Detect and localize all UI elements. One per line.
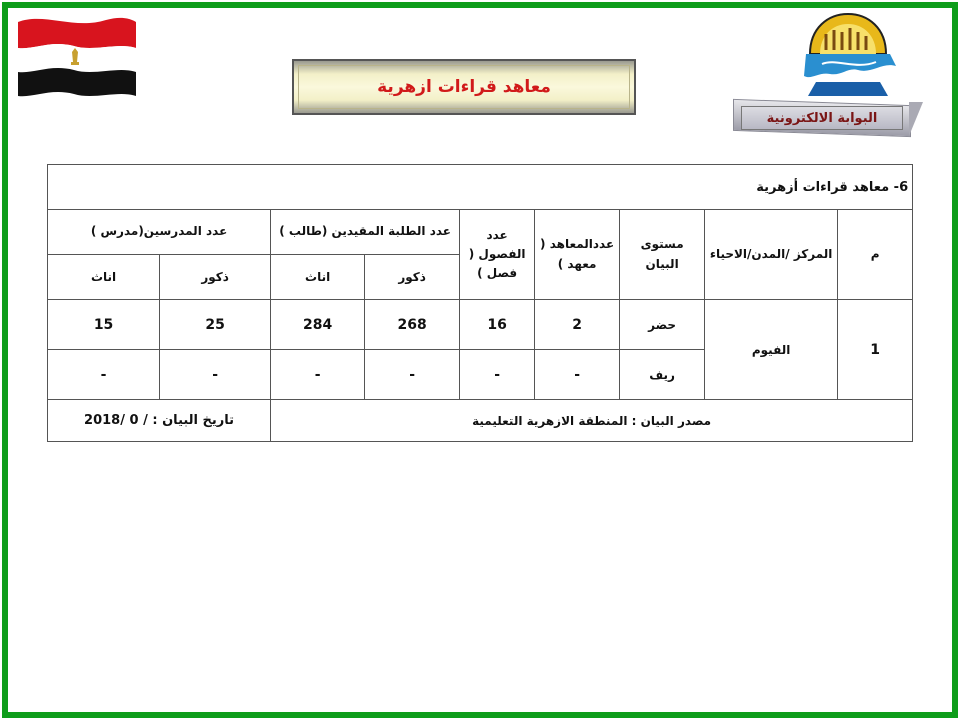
egypt-flag-icon [14,8,140,100]
header-students-male: ذكور [365,255,460,300]
cell-students-female: 284 [271,300,365,350]
cell-index: 1 [838,300,913,400]
header-institutes: عددالمعاهد ( معهد ) [535,210,620,300]
institutes-table [47,164,913,442]
cell-classes: 16 [460,300,535,350]
header-index: م [838,210,913,300]
cell-level: حضر [620,300,705,350]
header-teachers: عدد المدرسين(مدرس ) [48,210,271,255]
cell-institutes: 2 [535,300,620,350]
cell-level: ريف [620,350,705,400]
cell-institutes: - [535,350,620,400]
header-level: مستوى البيان [620,210,705,300]
cell-students-male: - [365,350,460,400]
portal-label-text: البوابة الالكترونية [741,106,903,130]
page-title: معاهد قراءات ازهرية [298,65,630,109]
fayoum-governorate-logo-icon [796,10,900,102]
cell-teachers-male: 25 [160,300,271,350]
cell-students-female: - [271,350,365,400]
table-row [48,300,913,350]
section-title: 6- معاهد قراءات أزهرية [48,165,913,210]
cell-teachers-female: - [48,350,160,400]
data-source: مصدر البيان : المنطقة الازهرية التعليمية [271,400,913,442]
cell-teachers-female: 15 [48,300,160,350]
header-district: المركز /المدن/الاحياء [705,210,838,300]
header-classes: عدد الفصول ( فصل ) [460,210,535,300]
data-date: تاريخ البيان : / 0 /2018 [48,400,271,442]
cell-students-male: 268 [365,300,460,350]
header-students: عدد الطلبة المقيدين (طالب ) [271,210,460,255]
cell-district: الفيوم [705,300,838,400]
header-teachers-male: ذكور [160,255,271,300]
electronic-portal-label [733,102,923,138]
header-teachers-female: اناث [48,255,160,300]
cell-classes: - [460,350,535,400]
page-title-box [292,59,636,115]
cell-teachers-male: - [160,350,271,400]
header-students-female: اناث [271,255,365,300]
